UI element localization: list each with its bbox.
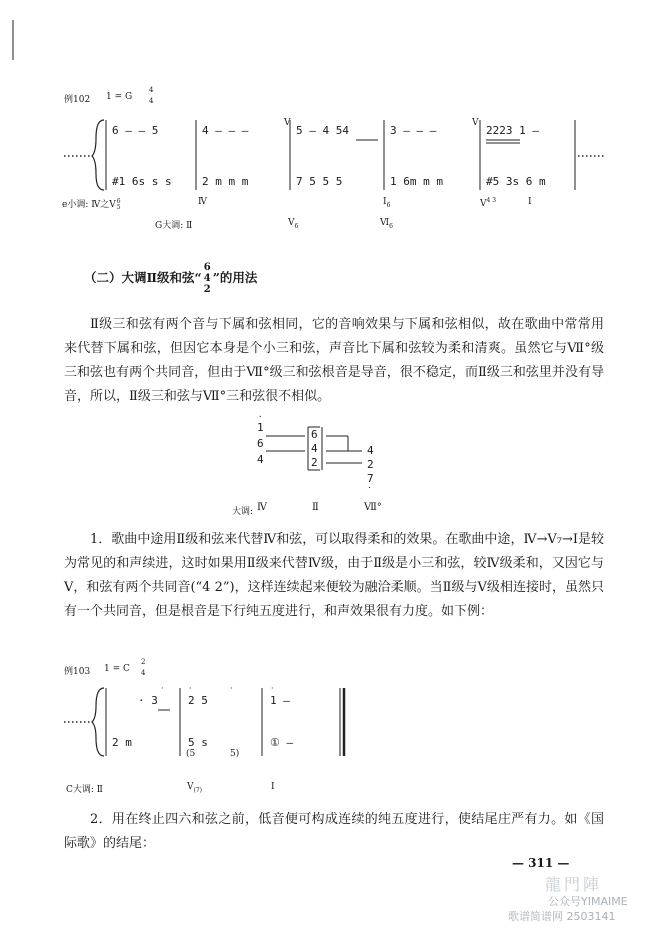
ex103-m2-lower: 5 s [188,736,208,749]
ex102-chord-i6: $I_6$ [383,197,391,209]
ex102-m1-lower: #1 6s s s [112,175,172,188]
ex102-m2-upper: 4 — — — [202,124,249,137]
score-page: 例102 1 = G 4 4 6 — — 5 4 — — — V 5 — 4 54 3 — — — V 2223 1 — #1 6s s s 2 m m m 7 5 5 5 1 6m m m #5 3s 6 m e小调: Ⅳ之V 6 5 Ⅳ $I_6$ $V^{4 3}$ I G大调: Ⅱ $V_6$ $Ⅵ_6$ （二）大调Ⅱ级和弦“ 6 4 2 ”的用法 Ⅱ级三和弦有两个音与下属和弦相同，它的音响效果与下属和弦相似，故在歌曲中常常用来代替下属和弦，但因它本身是个小三和弦，声音比下属和弦较为柔和清爽。虽然它与Ⅶ°级三和弦也有两个共同音，但由于Ⅶ°级三和弦根音是导音，很不稳定，而Ⅱ级三和弦里并没有导音，所以，Ⅱ级三和弦与Ⅶ°三和弦很不相似。 · 1 6 4 6 4 2 4 2 7 · 大调: Ⅳ Ⅱ Ⅶ° 1．歌曲中途用Ⅱ级和弦来代替Ⅳ和弦，可以取得柔和的效果。在歌曲中途，Ⅳ→V₇→I是较为常见的和声续进，这时如果用Ⅱ级来代替Ⅳ级，由于Ⅱ级是小三和弦，较Ⅳ级柔和，又因它与V，和弦有两个共同音(“4 2”)，这样连续起来便较为融洽柔顺。当Ⅱ级与V级相连接时，虽然只有一个共同音，但是根音是下行纯五度进行，和声效果很有力度。如下例： 例103 1 = C 2 4 · 3 2 5 1 — · · · · 2 m 5 s ① — (5 5) C大调: Ⅱ $V_{(7)}$ I 2．用在终止四六和弦之前，低音便可构成连续的纯五度进行，使结尾庄严有力。如《国际歌》的结尾： — 311 — 龍門陣 公众号YIMAIME 歌谱简谱网 2503141 [0,0,655,928]
ex103-m2-upper: 2 5 [188,694,208,707]
page-number: — 311 — [512,856,570,870]
diagram-chord-vii: Ⅶ° [364,502,382,513]
diagram-col-right: 4 2 7 · [367,444,374,492]
ex103-analysis: C大调: Ⅱ [66,785,103,795]
paragraph-1: Ⅱ级三和弦有两个音与下属和弦相同，它的音响效果与下属和弦相似，故在歌曲中常常用来代替下属和弦，但因它本身是个小三和弦，声音比下属和弦较为柔和清爽。虽然它与Ⅶ°级三和弦也有两个共同音，但由于Ⅶ°级三和弦根音是导音，很不稳定，而Ⅱ级三和弦里并没有导音，所以，Ⅱ级三和弦与Ⅶ°三和弦很不相似。 [64,317,604,404]
ex102-chord-i: I [528,197,532,207]
diagram-col-left: · 1 6 4 [257,412,264,466]
ex103-lower-sub-2: 5) [230,749,240,759]
watermark-bottom-line: 歌谱简谱网 2503141 [508,910,616,923]
ex102-m1-upper: 6 — — 5 [112,124,159,137]
scan-edge [0,0,20,928]
ex102-m4-upper: 3 — — — [390,124,437,137]
paragraph-3: 2．用在终止四六和弦之前，低音便可构成连续的纯五度进行，使结尾庄严有力。如《国际歌》的结尾： [64,812,604,851]
diagram-chord-ii: Ⅱ [312,502,319,513]
ex102-chord-vi6: $Ⅵ_6$ [380,218,393,230]
ex102-m5-lower: #5 3s 6 m [486,175,546,188]
example-103-label: 例103 [64,667,91,677]
ex103-m3-lower: ① — [270,736,294,749]
ex102-breath-mark-2: V [472,118,479,128]
ex102-chord-iv: Ⅳ [198,197,207,207]
section-heading: （二）大调Ⅱ级和弦“ 6 4 2 ”的用法 [84,262,258,295]
ex102-m3-lower: 7 5 5 5 [296,175,343,188]
ex102-m5-upper: 2223 1 — [486,124,539,137]
ex102-chord-v6: $V_6$ [288,218,299,230]
diagram-caption-prefix: 大调: [232,507,254,517]
ex103-chord-v7: $V_{(7)}$ [187,782,202,794]
ex102-breath-mark-1: V [284,118,291,128]
diagram-chord-iv: Ⅳ [257,502,267,513]
example-102-time-top: 4 [149,86,154,94]
ex102-m4-lower: 1 6m m m [390,175,443,188]
example-103-time-bottom: 4 [141,669,146,677]
watermark-site-line: 公众号YIMAIME [548,895,628,908]
ex103-lower-sub-1: (5 [186,749,196,759]
ex102-m2-lower: 2 m m m [202,175,249,188]
ex102-chord-v43: $V^{4 3}$ [480,197,497,209]
example-102-label: 例102 [64,95,91,105]
example-103-time-top: 2 [141,658,146,666]
ex103-chord-i: I [271,782,275,792]
watermark-brand: 龍門陣 [545,875,603,894]
diagram-col-mid: 6 4 2 [311,428,318,469]
example-102-time-bottom: 4 [149,97,154,105]
paragraph-2: 1．歌曲中途用Ⅱ级和弦来代替Ⅳ和弦，可以取得柔和的效果。在歌曲中途，Ⅳ→V₇→I是较为常见的和声续进，这时如果用Ⅱ级来代替Ⅳ级，由于Ⅱ级是小三和弦，较Ⅳ级柔和，又因它与V，和弦有两个共同音(“4 2”)，这样连续起来便较为融洽柔顺。当Ⅱ级与V级相连接时，虽然只有一个共同音，但是根音是下行纯五度进行，和声效果很有力度。如下例： [64,532,604,619]
ex102-minor-analysis: e小调: Ⅳ之V 6 5 [62,197,121,211]
ex102-m3-upper: 5 — 4 54 [296,124,349,137]
ex102-major-analysis: G大调: Ⅱ [155,221,193,231]
ex103-m3-upper: 1 — [270,694,290,707]
example-103-key: 1 = C [104,664,130,674]
ex103-m1-lower: 2 m [112,736,132,749]
example-102-key: 1 = G [106,92,133,102]
ex103-m1-upper: · 3 [138,694,158,707]
